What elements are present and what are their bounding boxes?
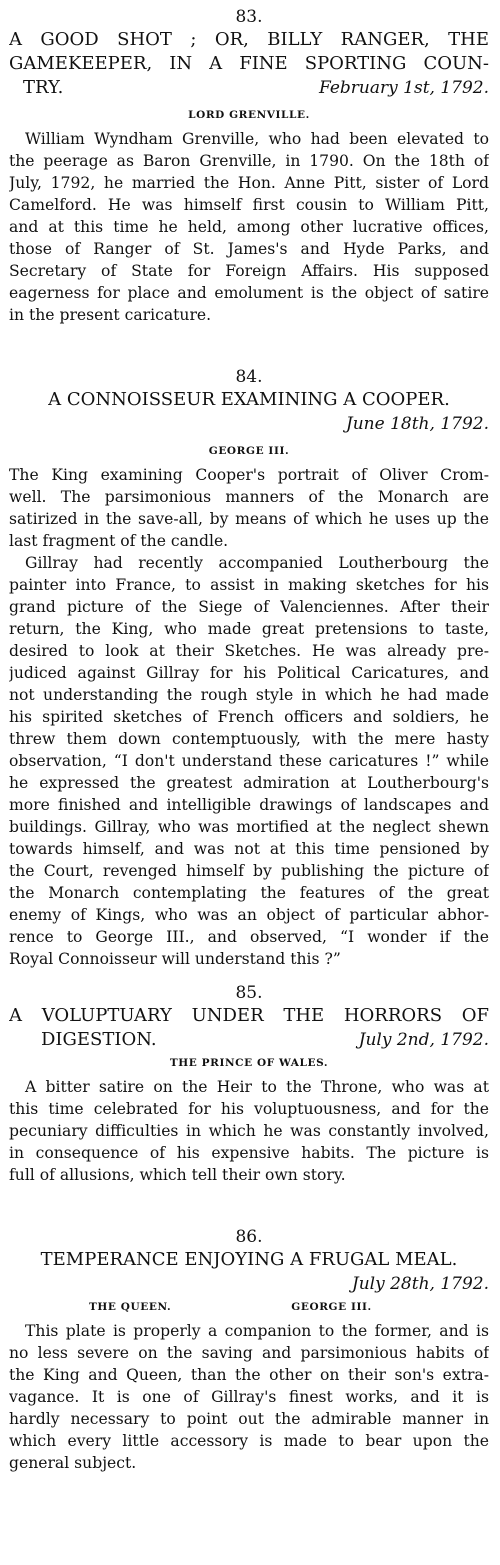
text-line: threw them down contemptuously, with the mere hasty [9, 730, 489, 748]
entry-number: 85. [235, 983, 263, 1003]
text-line: not understanding the rough style in which he had made [9, 686, 489, 704]
entry-title-line: TRY. [23, 77, 64, 98]
text-line: which every little accessory is made to bear upon the [9, 1432, 489, 1450]
entry-83 [9, 6, 489, 326]
text-line: eagerness for place and emolument is the object of satire [9, 284, 489, 302]
text-line: in consequence of his expensive habits. The picture is [9, 1144, 489, 1162]
entry-paragraph [9, 1076, 489, 1186]
text-line: well. The parsimonious manners of the Monarch are [9, 488, 489, 506]
text-line: return, the King, who made great pretensions to taste, [9, 620, 489, 638]
text-line: more finished and intelligible drawings of landscapes and [9, 796, 489, 814]
text-line: July, 1792, he married the Hon. Anne Pitt, sister of Lord [9, 174, 489, 192]
entry-number: 83. [235, 7, 263, 27]
text-line: The King examining Cooper's portrait of Oliver Crom- [9, 466, 489, 484]
entry-title-line: TEMPERANCE ENJOYING A FRUGAL MEAL. [40, 1249, 458, 1270]
entry-86 [9, 1226, 489, 1474]
text-line: rence to George III., and observed, “I wonder if the [9, 928, 489, 946]
spacer [9, 326, 489, 366]
text-line: hardly necessary to point out the admirable manner in [9, 1410, 489, 1428]
text-line: towards himself, and was not at this time pensioned by [9, 840, 489, 858]
text-line: William Wyndham Grenville, who had been elevated to [25, 130, 489, 148]
entry-date: July 2nd, 1792. [358, 1030, 489, 1050]
entry-number: 86. [235, 1227, 263, 1247]
text-line: pecuniary difficulties in which he was constantly involved, [9, 1122, 489, 1140]
entry-85 [9, 982, 489, 1186]
entry-title-line: A GOOD SHOT ; OR, BILLY RANGER, THE [9, 29, 489, 50]
text-line: general subject. [9, 1454, 137, 1472]
text-line: and at this time he held, among other lucrative offices, [9, 218, 489, 236]
entry-title-line: A CONNOISSEUR EXAMINING A COOPER. [48, 389, 450, 410]
entry-title-line: DIGESTION. [41, 1029, 157, 1050]
text-line: this time celebrated for his voluptuousness, and for the [9, 1100, 489, 1118]
text-line: Gillray had recently accompanied Loutherbourg the [25, 554, 489, 572]
text-line: satirized in the save-all, by means of which he uses up the [9, 510, 489, 528]
text-line: last fragment of the candle. [9, 532, 229, 550]
entry-paragraph [9, 1320, 489, 1474]
entry-subject: THE PRINCE OF WALES. [169, 1057, 329, 1069]
entry-title-line: A VOLUPTUARY UNDER THE HORRORS OF [9, 1005, 489, 1026]
text-line: the Court, revenged himself by publishing the picture of [9, 862, 489, 880]
text-line: the peerage as Baron Grenville, in 1790. On the 18th of [9, 152, 489, 170]
entry-84 [9, 366, 489, 970]
text-line: grand picture of the Siege of Valenciennes. After their [9, 598, 489, 616]
entry-subject: THE QUEEN. [89, 1301, 172, 1313]
text-line: he expressed the greatest admiration at Loutherbourg's [9, 774, 489, 792]
text-line: painter into France, to assist in making sketches for his [9, 576, 489, 594]
entry-paragraph [9, 128, 489, 326]
text-line: Secretary of State for Foreign Affairs. His supposed [9, 262, 489, 280]
text-line: his spirited sketches of French officers and soldiers, he [9, 708, 489, 726]
entry-number: 84. [235, 367, 263, 387]
text-line: enemy of Kings, who was an object of particular abhor- [9, 906, 489, 924]
text-line: the King and Queen, than the other on their son's extra- [9, 1366, 489, 1384]
text-line: full of allusions, which tell their own story. [9, 1166, 346, 1184]
title-date-row [9, 1028, 489, 1052]
entry-date: February 1st, 1792. [319, 78, 489, 98]
text-line: no less severe on the saving and parsimonious habits of [9, 1344, 489, 1362]
entry-date: June 18th, 1792. [345, 414, 489, 434]
entry-date: July 28th, 1792. [351, 1274, 489, 1294]
text-line: A bitter satire on the Heir to the Throne, who was at [25, 1078, 489, 1096]
entry-subject: GEORGE III. [291, 1301, 372, 1313]
title-date-row [9, 76, 489, 100]
entry-paragraph [9, 464, 489, 970]
text-line: judiced against Gillray for his Political Caricatures, and [9, 664, 489, 682]
text-line: desired to look at their Sketches. He was already pre- [9, 642, 489, 660]
text-line: in the present caricature. [9, 306, 212, 324]
spacer [9, 1186, 489, 1226]
entry-subject: GEORGE III. [208, 445, 290, 457]
entry-subject: LORD GRENVILLE. [188, 109, 310, 121]
text-line: observation, “I don't understand these caricatures !” while [9, 752, 489, 770]
text-line: buildings. Gillray, who was mortified at the neglect shewn [9, 818, 489, 836]
text-line: This plate is properly a companion to the former, and is [25, 1322, 489, 1340]
text-line: vagance. It is one of Gillray's finest works, and it is [9, 1388, 489, 1406]
entry-title-line: GAMEKEEPER, IN A FINE SPORTING COUN- [9, 53, 489, 74]
text-line: Royal Connoisseur will understand this ?” [9, 950, 341, 968]
text-line: Camelford. He was himself first cousin to William Pitt, [9, 196, 489, 214]
text-line: the Monarch contemplating the features of the great [9, 884, 489, 902]
spacer [9, 970, 489, 982]
entry-subjects [9, 1298, 489, 1316]
text-line: those of Ranger of St. James's and Hyde Parks, and [9, 240, 489, 258]
